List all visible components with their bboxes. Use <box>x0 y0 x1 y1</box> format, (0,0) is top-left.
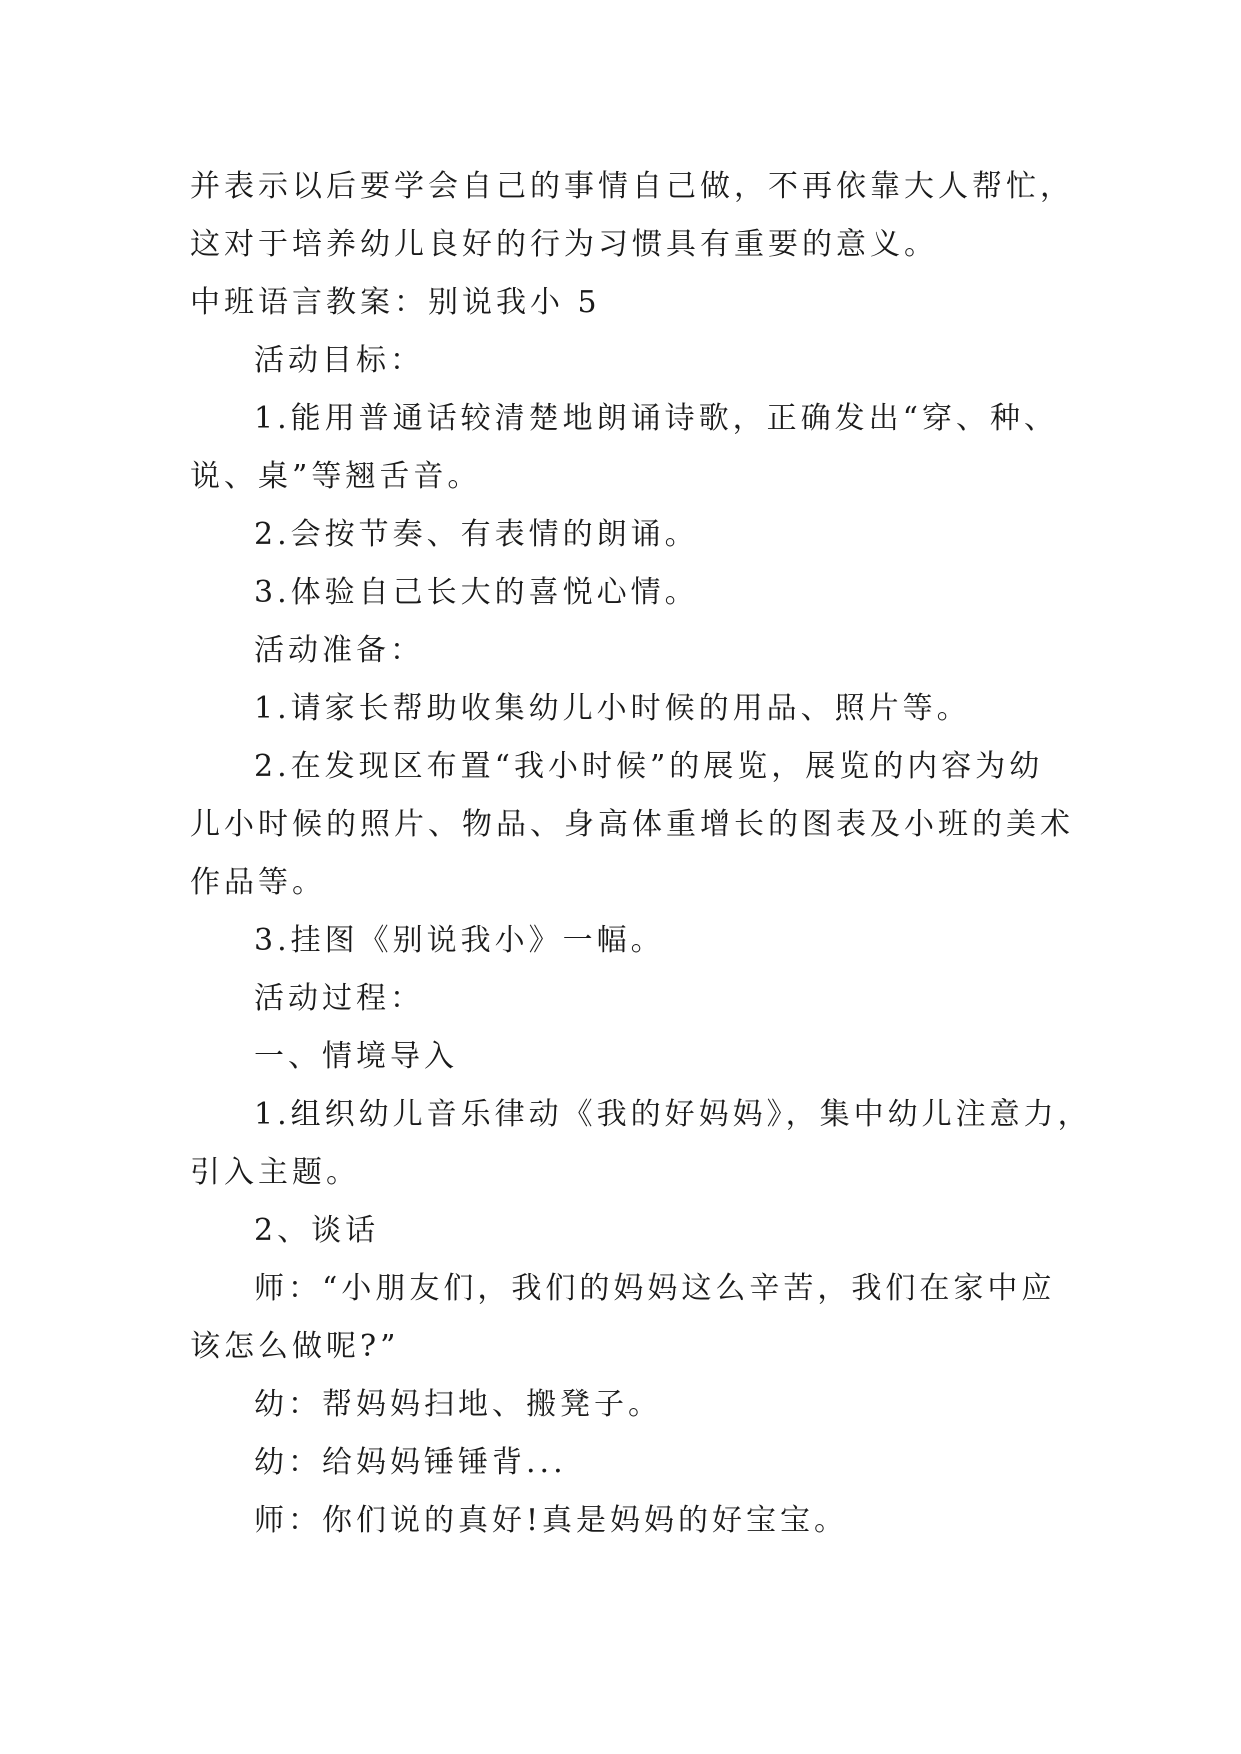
preparation-item: 2.在发现区布置“我小时候”的展览，展览的内容为幼 <box>254 749 1044 784</box>
process-step-heading: 一、情境导入 <box>254 1039 458 1074</box>
dialogue-line-continued: 该怎么做呢?” <box>190 1329 400 1364</box>
dialogue-line: 师：“小朋友们，我们的妈妈这么辛苦，我们在家中应 <box>254 1271 1056 1306</box>
paragraph-line: 这对于培养幼儿良好的行为习惯具有重要的意义。 <box>190 227 938 262</box>
process-step-continued: 引入主题。 <box>190 1155 360 1190</box>
goal-item: 3.体验自己长大的喜悦心情。 <box>254 575 699 610</box>
paragraph-line: 并表示以后要学会自己的事情自己做，不再依靠大人帮忙， <box>190 169 1074 204</box>
goal-item: 1.能用普通话较清楚地朗诵诗歌，正确发出“穿、种、 <box>254 401 1058 436</box>
goal-item: 2.会按节奏、有表情的朗诵。 <box>254 517 699 552</box>
preparation-item-continued: 儿小时候的照片、物品、身高体重增长的图表及小班的美术 <box>190 807 1074 842</box>
process-step: 1.组织幼儿音乐律动《我的好妈妈》，集中幼儿注意力， <box>254 1097 1092 1132</box>
preparation-item: 3.挂图《别说我小》一幅。 <box>254 923 665 958</box>
section-title: 中班语言教案：别说我小 5 <box>190 285 601 320</box>
heading-activity-preparation: 活动准备： <box>254 633 424 668</box>
heading-activity-goals: 活动目标： <box>254 343 424 378</box>
preparation-item-continued: 作品等。 <box>190 865 326 900</box>
preparation-item: 1.请家长帮助收集幼儿小时候的用品、照片等。 <box>254 691 971 726</box>
goal-item-continued: 说、桌”等翘舌音。 <box>190 459 482 494</box>
dialogue-line: 幼：帮妈妈扫地、搬凳子。 <box>254 1387 662 1422</box>
dialogue-line: 师：你们说的真好!真是妈妈的好宝宝。 <box>254 1503 849 1538</box>
process-step: 2、谈话 <box>254 1213 380 1248</box>
dialogue-line: 幼：给妈妈锤锤背... <box>254 1445 567 1480</box>
heading-activity-process: 活动过程： <box>254 981 424 1016</box>
